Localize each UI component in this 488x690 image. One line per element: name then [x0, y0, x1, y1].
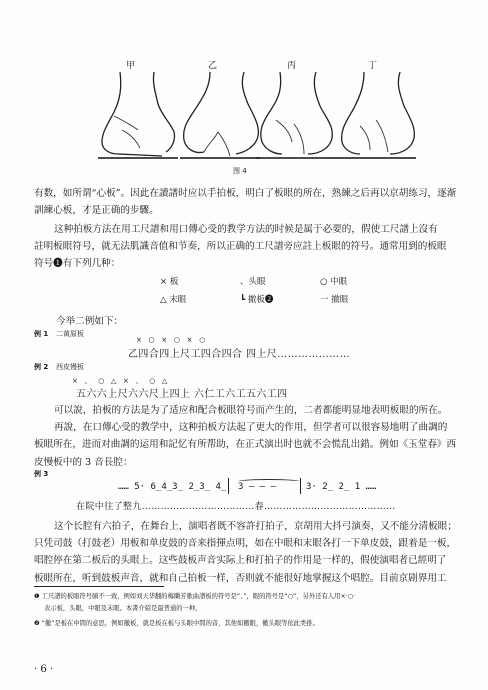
hand-illustration-ding [330, 70, 422, 162]
barline [300, 478, 301, 494]
text-line: 訓練心板，才是正确的步驟。 [34, 205, 159, 217]
page-number: · 6 · [34, 664, 54, 675]
symbol-zhong-yan: ○ 中眼 [320, 277, 348, 287]
example-1-marks: × ○ × ○ × ○ [136, 336, 206, 344]
text-line: 再說，在口傳心受的教学中，这种拍板方法起了更大的作用，但学者可以很容易地明了曲調的 [54, 422, 448, 434]
example-3-score-mid: 3 — — — [238, 482, 276, 492]
symbol-che-ban: ┗ 撤板❷ [240, 295, 274, 305]
text-line: 有数，如所谓“心板”。因此在讀譜时应以手拍板，明白了板眼的所在，熟練之后再以京胡练习，逐渐 [34, 188, 457, 199]
figure-label-bing: 丙 [287, 61, 297, 71]
text-line: 符号❶有下列几种： [34, 258, 121, 270]
text-line: 表示板，头眼，中眼及末眼。本書介紹是最普通的一种。 [44, 605, 202, 612]
paragraph-1 [34, 185, 458, 219]
footnote-2 [34, 618, 462, 630]
example-1-label: 例 1 [34, 330, 49, 338]
example-2-marks: × 、 ○ △ × 、 ○ △ [72, 377, 168, 385]
example-3-label: 例 3 [34, 470, 49, 478]
symbol-ban: × 板 [160, 277, 179, 287]
tie-arc [238, 479, 300, 484]
paragraph-5 [34, 518, 458, 587]
hand-illustration-bing [250, 70, 342, 162]
text-line: 註明板眼符号，就无法肌識音值和节奏，所以正确的工尺譜旁应註上板眼的符号。通常用到的板眼 [34, 241, 447, 253]
figure-label-jia: 甲 [126, 61, 136, 71]
figure-label-ding: 丁 [368, 61, 378, 71]
text-line: 这种拍板方法在用工尺譜和用口傳心受的教学方法的时候是属于必要的，假使工尺譜上沒有 [54, 224, 438, 235]
figure-caption: 图 4 [233, 167, 247, 175]
text-line: 板眼所在，听到鼓板声音，就和自己拍板一样，否则就不能很好地掌握这个唱腔。目前京剧界用工 [34, 572, 447, 584]
examples-intro: 今举二例如下： [56, 316, 124, 327]
symbol-tou-yan: 、头眼 [240, 277, 266, 287]
footnote-divider [34, 586, 164, 587]
paragraph-3 [34, 402, 458, 471]
symbol-che-yan: 一 撤眼 [320, 295, 349, 305]
text-line: 板眼所在，进而对曲調的运用和記忆有所帮助，在正式演出时也就不会慌乱出錯。例如《玉堂春》西 [34, 439, 457, 451]
text-line: ❶ 工尺譜的板眼符号頗不一致，例如刘天华翻的梅蘭芳歌曲譜板的符号是“、”，眼的符号是“○”，另外还有人用×·○· [34, 593, 356, 600]
text-line: 唱腔停在第二板后的头眼上。这些鼓板声音实际上和打拍子的作用是一样的，假使演唱者已經明了 [34, 555, 447, 567]
symbol-mo-yan: △ 末眼 [160, 295, 187, 305]
example-3-score-right: 3· 2̲ 2̲ 1 …… [306, 482, 377, 492]
example-2-notation: 五六六上尺六六尺上四上 六仁工六工五六工四 [76, 389, 288, 400]
figure-label-yi: 乙 [208, 61, 218, 71]
example-2-label: 例 2 [34, 363, 49, 371]
text-line: 皮慢板中的 3 音長腔： [34, 456, 133, 468]
text-line: 这个长腔有六拍子，在舞台上，演唱者既不容許打拍子，京胡用大抖弓演奏，又不能分清板眼； [54, 521, 457, 532]
text-line: 只凭司鼓（打鼓老）用板和单皮鼓的音来指揮点明，如在中眼和末眼各打一下单皮鼓，跟着是一板， [34, 538, 457, 550]
footnote-1 [34, 591, 462, 615]
text-line: 可以說，拍板的方法是为了适应和配合板眼符号而产生的，二者都能明显地表明板眼的所在。 [54, 405, 448, 416]
text-line: ❷ “撤”是板在中間的意思，例如撤板，就是板在板与头眼中間的音，其他如撤眼，撤头眼等依此类推。 [34, 620, 319, 627]
example-3-score-left: …… 5· 6̲4̲3̲ 2̲3̲ 4̲ [118, 482, 227, 492]
example-1-notation: 乙四合四上尺工四合四合 四上尺………………… [128, 349, 350, 360]
example-1-tag: 二黄原板 [56, 330, 84, 338]
hand-illustration-jia [92, 70, 184, 162]
barline [228, 478, 229, 494]
paragraph-2 [34, 221, 458, 273]
example-3-lyrics: 在院中往了整九………………………………春…………………………………… [76, 502, 396, 512]
example-2-tag: 西皮慢板 [56, 363, 84, 371]
